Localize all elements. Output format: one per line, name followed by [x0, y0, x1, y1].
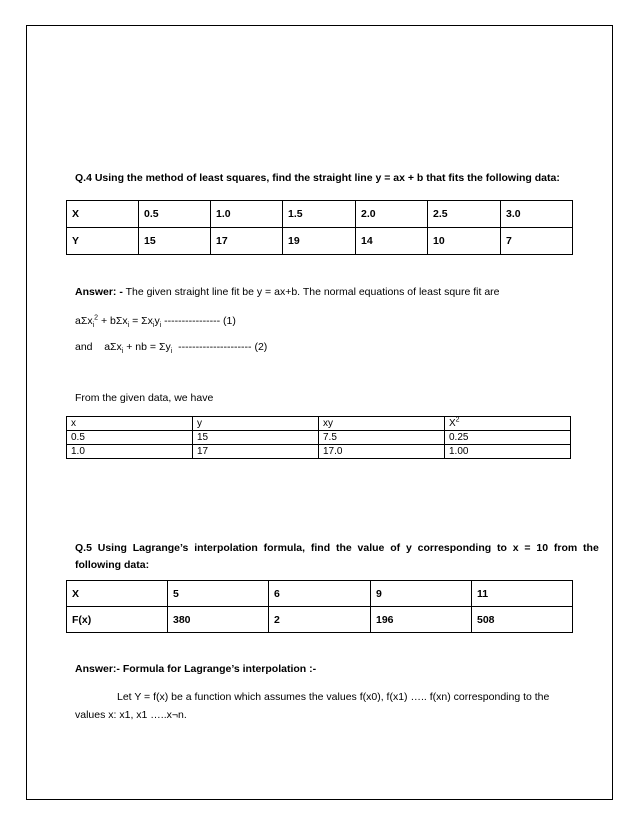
header-text: X [449, 418, 456, 429]
answer-text: The given straight line fit be y = ax+b. The normal equations of least squre fit are [122, 286, 500, 298]
eq-sub: i [121, 348, 124, 356]
table-row [67, 201, 573, 228]
q4-data-table [66, 200, 573, 255]
table-row [67, 607, 573, 633]
eq-sub: i [127, 322, 130, 330]
eq-part: ---------------- (1) [161, 315, 236, 327]
normal-equation-2 [75, 339, 267, 356]
q4-answer-line [75, 284, 500, 301]
table-cell: 2 [269, 607, 371, 633]
table-cell: 196 [371, 607, 472, 633]
table-cell: 0.5 [67, 431, 193, 445]
table-cell: 508 [472, 607, 573, 633]
table-cell: 17 [211, 228, 283, 255]
table-cell: 15 [139, 228, 211, 255]
table-row [67, 228, 573, 255]
eq-part: and aΣx [75, 341, 122, 353]
table-cell: 7 [501, 228, 573, 255]
table-cell: Y [67, 228, 139, 255]
eq-sub: i [92, 322, 95, 330]
table-cell: 7.5 [319, 431, 445, 445]
table-cell: 3.0 [501, 201, 573, 228]
eq-part: --------------------- (2) [172, 341, 268, 353]
q5-answer-heading: Answer:- Formula for Lagrange’s interpolation :- [75, 663, 317, 675]
table-cell: 0.5 [139, 201, 211, 228]
q5-data-table [66, 580, 573, 633]
eq-sup: 2 [94, 314, 99, 322]
header-sup: 2 [455, 416, 460, 424]
table-cell: 17.0 [319, 445, 445, 459]
table-cell: 6 [269, 581, 371, 607]
table-cell: F(x) [67, 607, 168, 633]
eq-part: = Σx [129, 315, 153, 327]
eq-part: + bΣx [98, 315, 128, 327]
table-row [67, 431, 571, 445]
table-row [67, 581, 573, 607]
table-header-row [67, 417, 571, 431]
table-cell: X [67, 201, 139, 228]
table-cell: 15 [193, 431, 319, 445]
table-cell: 11 [472, 581, 573, 607]
table-cell: 14 [356, 228, 428, 255]
table-cell: 5 [168, 581, 269, 607]
table-cell: 2.0 [356, 201, 428, 228]
q5-body-line1: Let Y = f(x) be a function which assumes the values f(x0), f(x1) ….. f(xn) corresponding to the [117, 691, 550, 703]
table-cell: 17 [193, 445, 319, 459]
q4-title: Q.4 Using the method of least squares, find the straight line y = ax + b that fits the following data: [75, 172, 560, 184]
eq-part: aΣx [75, 315, 93, 327]
computation-table [66, 416, 571, 459]
eq-sub: i [159, 322, 162, 330]
from-data-text: From the given data, we have [75, 392, 214, 404]
table-cell: X [67, 581, 168, 607]
table-cell: 380 [168, 607, 269, 633]
eq-part: y [154, 315, 160, 327]
normal-equation-1 [75, 313, 236, 330]
q5-title-line1: Q.5 Using Lagrange’s interpolation formula, find the value of y corresponding to x = 10 from the [75, 542, 599, 554]
table-cell: 1.5 [283, 201, 356, 228]
page-border [26, 25, 613, 800]
table-cell: 19 [283, 228, 356, 255]
q5-title-line2: following data: [75, 559, 150, 571]
answer-label: Answer: - [75, 286, 123, 298]
table-header-cell: x [67, 417, 193, 431]
table-header-cell [445, 417, 571, 431]
table-cell: 10 [428, 228, 501, 255]
eq-sub: i [152, 322, 155, 330]
table-cell: 0.25 [445, 431, 571, 445]
table-header-cell: y [193, 417, 319, 431]
table-cell: 1.0 [211, 201, 283, 228]
table-header-cell: xy [319, 417, 445, 431]
table-row [67, 445, 571, 459]
table-cell: 9 [371, 581, 472, 607]
eq-sub: i [170, 348, 173, 356]
eq-part: + nb = Σy [123, 341, 171, 353]
q5-body-line2: values x: x1, x1 …..x¬n. [75, 709, 187, 721]
table-cell: 1.00 [445, 445, 571, 459]
table-cell: 1.0 [67, 445, 193, 459]
table-cell: 2.5 [428, 201, 501, 228]
